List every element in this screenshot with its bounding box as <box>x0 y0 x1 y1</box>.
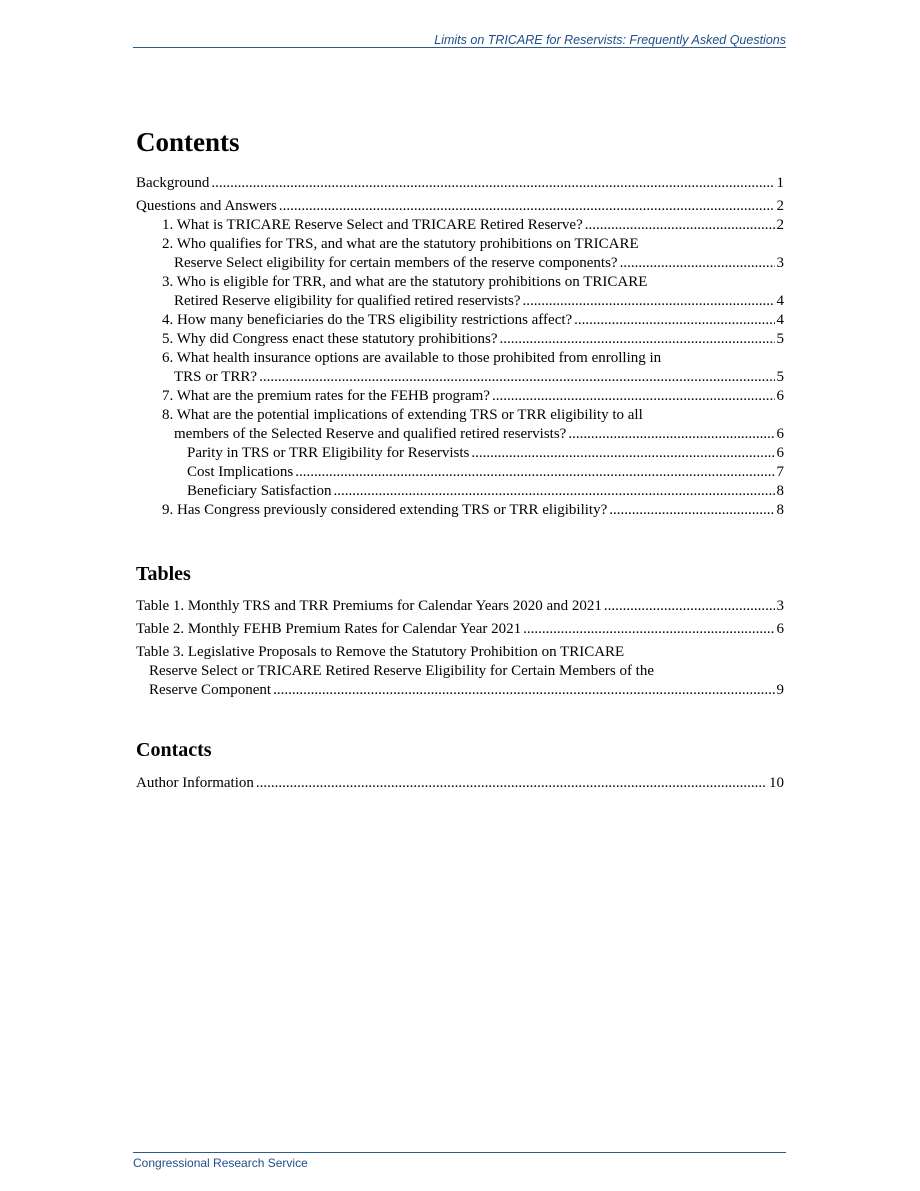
toc-entry-author-information[interactable]: Author Information ..... 10 <box>136 774 784 793</box>
toc-entry-q6[interactable]: 6. What health insurance options are available to those prohibited from enrolling in TRS or TRR? ..... 5 <box>136 349 784 387</box>
toc-entry-q7[interactable]: 7. What are the premium rates for the FEHB program? ..... 6 <box>136 387 784 406</box>
contacts-list <box>136 774 784 793</box>
footer-publisher: Congressional Research Service <box>133 1156 308 1170</box>
tables-heading: Tables <box>136 563 191 585</box>
toc-entry-table-3[interactable]: Table 3. Legislative Proposals to Remove the Statutory Prohibition on TRICARE Reserve Select or TRICARE Retired Reserve Eligibility for Certain Members of the Reserve Component ..... 9 <box>136 643 784 700</box>
toc-entry-q8[interactable]: 8. What are the potential implications of extending TRS or TRR eligibility to all members of the Selected Reserve and qualified retired reservists? ..... 6 <box>136 406 784 444</box>
toc-entry-table-2[interactable]: Table 2. Monthly FEHB Premium Rates for Calendar Year 2021 ..... 6 <box>136 620 784 639</box>
toc-entry-q4[interactable]: 4. How many beneficiaries do the TRS eligibility restrictions affect? ..... 4 <box>136 311 784 330</box>
tables-list <box>136 597 784 700</box>
toc-entry-background[interactable]: Background ..... 1 <box>136 174 784 193</box>
toc-entry-beneficiary-satisfaction[interactable]: Beneficiary Satisfaction ..... 8 <box>136 482 784 501</box>
toc-entry-q2[interactable]: 2. Who qualifies for TRS, and what are the statutory prohibitions on TRICARE Reserve Select eligibility for certain members of the reserve components? ..... 3 <box>136 235 784 273</box>
toc-entry-cost-implications[interactable]: Cost Implications ..... 7 <box>136 463 784 482</box>
toc-entry-q3[interactable]: 3. Who is eligible for TRR, and what are the statutory prohibitions on TRICARE Retired Reserve eligibility for qualified retired reservists? ..... 4 <box>136 273 784 311</box>
running-header <box>133 33 786 48</box>
toc-entry-q9[interactable]: 9. Has Congress previously considered extending TRS or TRR eligibility? ..... 8 <box>136 501 784 520</box>
toc-entry-questions-and-answers[interactable]: Questions and Answers ..... 2 <box>136 197 784 216</box>
toc-entry-parity[interactable]: Parity in TRS or TRR Eligibility for Reservists ..... 6 <box>136 444 784 463</box>
toc-entry-q1[interactable]: 1. What is TRICARE Reserve Select and TRICARE Retired Reserve? ..... 2 <box>136 216 784 235</box>
toc-entry-table-1[interactable]: Table 1. Monthly TRS and TRR Premiums for Calendar Years 2020 and 2021 ..... 3 <box>136 597 784 616</box>
contents-heading: Contents <box>136 127 240 157</box>
running-header-title: Limits on TRICARE for Reservists: Frequently Asked Questions <box>434 33 786 47</box>
running-footer <box>133 1152 786 1170</box>
contacts-heading: Contacts <box>136 739 212 761</box>
toc-entry-q5[interactable]: 5. Why did Congress enact these statutory prohibitions? ..... 5 <box>136 330 784 349</box>
contents-list <box>136 174 784 520</box>
